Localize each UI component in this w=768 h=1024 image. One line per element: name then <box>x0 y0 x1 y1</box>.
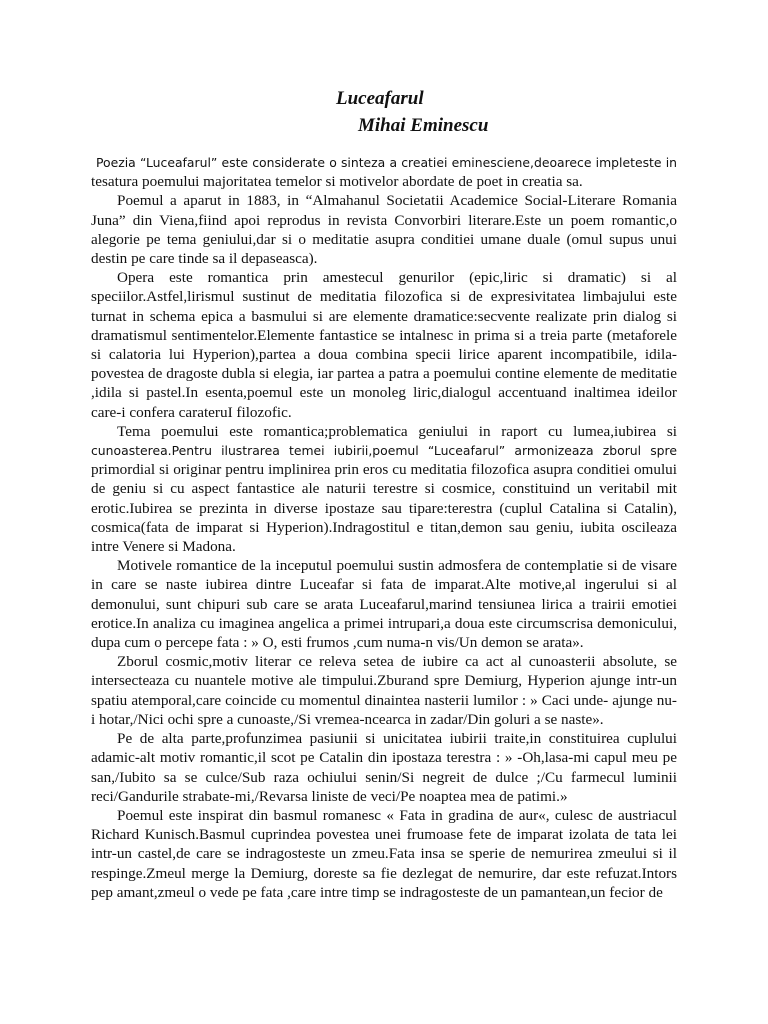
paragraph-source: Poemul este inspirat din basmul romanesc « Fata in gradina de aur«, culesc de austriacul Richard Kunisch.Basmul cuprindea povestea unei frumoase fete de imparat izolata de tata lei intr-un castel,de care se indragosteste un zmeu.Fata insa se sperie de nemurirea zmeului si il respinge.Zmeul merge la Demiurg, doreste sa fie dezlegat de nemurire, dar este refuzat.Intors pep amant,zmeul o vede pe fata ,care intre timp se indragosteste de un pamantean,un fecior de <box>91 806 677 901</box>
paragraph-theme-lead: Tema poemului este romantica;problematica geniului in raport cu lumea,iubirea si <box>117 422 677 440</box>
paragraph-intro <box>91 153 677 191</box>
paragraph-theme-mid: cunoasterea.Pentru ilustrarea temei iubirii,poemul “Luceafarul” armonizeaza zborul spre <box>91 443 677 459</box>
paragraph-genres: Opera este romantica prin amestecul genurilor (epic,liric si dramatic) si al speciilor.Astfel,lirismul sustinut de meditatia filozofica si de expresivitatea limbajului este turnat in schema epica a basmului si are elemente dramatice:secvente realizate prin dialog si dramatismul sentimentelor.Elemente fantastice se intalnesc in prima si a treia parte (metaforele si calatoria lui Hyperion),partea a doua combina specii lirice aparent incompatibile, idila- povestea de dragoste dubla si elegia, iar partea a patra a poemului contine elemente de meditatie ,idila si pastel.In esenta,poemul este un monoleg liric,dialogul accentuand inaltimea ideilor care-i confera carateruI filozofic. <box>91 269 677 421</box>
document-body <box>91 153 677 902</box>
paragraph-passion: Pe de alta parte,profunzimea pasiunii si unicitatea iubirii traite,in constituirea cuplului adamic-alt motiv romantic,il scot pe Catalin din ipostaza terestra : » -Oh,lasa-mi capul meu pe san,/Iubito sa se culce/Sub raza ochiului senin/Si negreit de dulce ;/Cu farmecul luminii reci/Gandurile strabate-mi,/Revarsa liniste de veci/Pe noaptea mea de patimi.» <box>91 730 677 805</box>
paragraph-theme <box>91 422 677 556</box>
paragraph-intro-lead: Poezia “Luceafarul” este considerate o sinteza a creatiei eminesciene,deoarece impleteste in <box>96 155 677 170</box>
paragraph-motifs: Motivele romantice de la inceputul poemului sustin admosfera de contemplatie si de visare in care se naste iubirea dintre Luceafar si fata de imparat.Alte motive,al ingerului si al demonului, sunt chipuri sub care se arata Luceafarul,marind tensiunea lirica a trairii emotiei erotice.In analiza cu imaginea angelica a primei intrupari,a doua este circumscrisa demonicului, dupa cum o percepe fata : » O, esti frumos ,cum numa-n vis/Un demon se arata». <box>91 557 677 652</box>
paragraph-intro-text: tesatura poemului majoritatea temelor si motivelor abordate de poet in creatia sa. <box>91 173 583 191</box>
paragraph-publication: Poemul a aparut in 1883, in “Almahanul Societatii Academice Social-Literare Romania Juna” din Viena,fiind apoi reprodus in revista Convorbiri literare.Este un poem romantic,o alegorie pe tema geniului,dar si o meditatie asupra conditiei umane duale (omul supus unui destin pe care tinde sa il depaseasca). <box>91 192 677 268</box>
paragraph-theme-text: primordial si originar pentru implinirea prin eros cu meditatia filozofica asupra conditiei omului de geniu si cu aspect fantastice ale naturii terestre si cosmice, constituind un veritabil mit erotic.Iubirea se prezinta in diverse ipostaze sau tipare:terestra (cuplul Catalina si Catalin), cosmica(fata de imparat si Hyperion).Indragostitul e titan,demon sau geniu, iubita oscileaza intre Venere si Madona. <box>91 461 677 556</box>
document-title: Luceafarul <box>336 88 424 109</box>
paragraph-cosmic-flight: Zborul cosmic,motiv literar ce releva setea de iubire ca act al cunoasterii absolute, se intersecteaza cu nuantele motive ale timpului.Zburand spre Demiurg, Hyperion ajunge intr-un spatiu atemporal,care coincide cu momentul dinaintea nasterii lumilor : » Caci unde- ajunge nu-i hotar,/Nici ochi spre a cunoaste,/Si vremea-ncearca in zadar/Din goluri a se naste». <box>91 653 677 728</box>
document-author: Mihai Eminescu <box>358 115 489 136</box>
